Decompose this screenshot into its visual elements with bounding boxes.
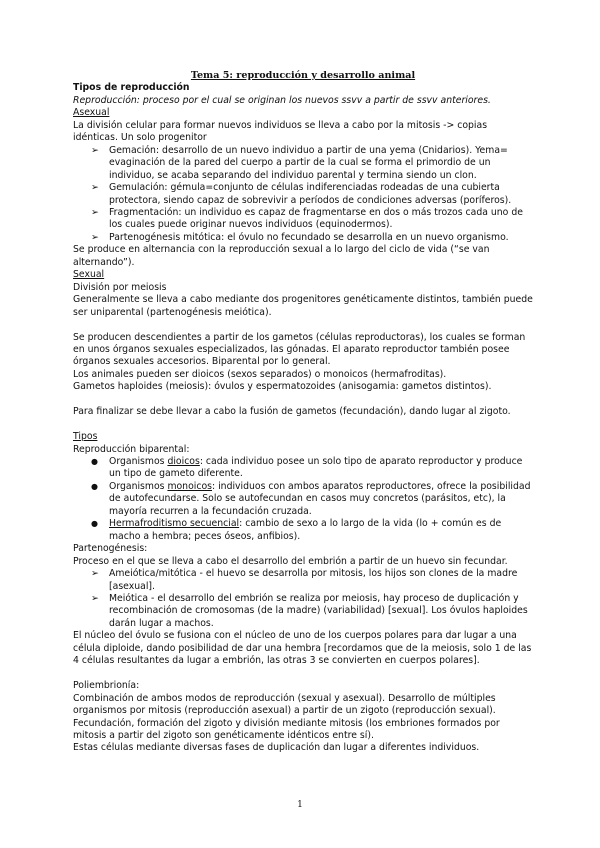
nucleo-paragraph: El núcleo del óvulo se fusiona con el núcleo de uno de los cuerpos polares para dar lugar a una célula diploide, dando posibilidad de dar una hembra [recordamos que de la meiosis, solo 1 de las 4 células resultantes da lugar a embrión, las otras 3 se convierten en cuerpos polares]. (73, 630, 532, 667)
list-item: ● Organismos dioicos: cada individuo posee un solo tipo de aparato reproductor y produce un tipo de gameto diferente. (91, 456, 523, 480)
list-item: ➢ Gemulación: gémula=conjunto de células indiferenciadas rodeadas de una cubierta protectora, siendo capaz de sobrevivir a períodos de condiciones adversas (poríferos). (91, 182, 512, 206)
sexual-paragraph-4: Gametos haploides (meiosis): óvulos y espermatozoides (anisogamia: gametos distintos). (73, 381, 492, 393)
sexual-paragraph-2: Se producen descendientes a partir de los gametos (células reproductoras), los cuales se forman en unos órganos sexuales especializados, las gónadas. El aparato reproductor también posee órganos sexuales accesorios. Biparental por lo general. (73, 331, 526, 368)
partenogenesis-label: Partenogénesis: (73, 543, 148, 555)
asexual-outro: Se produce en alternancia con la reproducción sexual a lo largo del ciclo de vida (“se van alternando”). (73, 244, 490, 268)
asexual-heading: Asexual (73, 107, 110, 119)
arrow-bullet-icon: ➢ (91, 592, 99, 604)
list-item: ➢ Ameiótica/mitótica - el huevo se desarrolla por mitosis, los hijos son clones de la madre [asexual]. (91, 568, 518, 592)
biparental-list (73, 456, 533, 543)
arrow-bullet-icon: ➢ (91, 182, 99, 194)
sexual-paragraph-3: Los animales pueden ser dioicos (sexos separados) o monoicos (hermafroditas). (73, 368, 447, 380)
definition-text: Reproducción: proceso por el cual se originan los nuevos ssvv a partir de ssvv anteriores. (73, 94, 491, 106)
asexual-intro: La división celular para formar nuevos individuos se lleva a cabo por la mitosis -> copias idénticas. Un solo progenitor (73, 119, 488, 144)
page-number: 1 (297, 800, 303, 810)
arrow-bullet-icon: ➢ (91, 144, 99, 156)
bullet-dot-icon: ● (91, 481, 98, 491)
list-item: ➢ Partenogénesis mitótica: el óvulo no fecundado se desarrolla en un nuevo organismo. (91, 231, 509, 243)
arrow-bullet-icon: ➢ (91, 231, 99, 243)
poliembrionia-heading: Poliembrionía: (73, 680, 140, 692)
poliembrionia-paragraph-3: Estas células mediante diversas fases de duplicación dan lugar a diferentes individuos. (73, 742, 480, 754)
list-item: ● Hermafroditismo secuencial: cambio de sexo a lo largo de la vida (lo + común es de macho a hembra; peces óseos, anfibios). (91, 518, 502, 542)
sexual-paragraph-1: Generalmente se lleva a cabo mediante dos progenitores genéticamente distintos, también puede ser uniparental (partenogénesis meiótica). (73, 294, 533, 318)
arrow-bullet-icon: ➢ (91, 568, 99, 580)
sexual-subheading: División por meiosis (73, 281, 167, 293)
poliembrionia-paragraph-2: Fecundación, formación del zigoto y división mediante mitosis (los embriones formados por mitosis a partir del zigoto son genéticamente idénticos entre sí). (73, 717, 500, 741)
sexual-paragraph-5: Para finalizar se debe llevar a cabo la fusión de gametos (fecundación), dando lugar al zigoto. (73, 406, 511, 418)
section-heading-tipos: Tipos de reproducción (73, 82, 190, 94)
biparental-label: Reproducción biparental: (73, 443, 190, 455)
list-item: ● Organismos monoicos: individuos con ambos aparatos reproductores, ofrece la posibilidad de autofecundarse. Solo se autofecundan en casos muy concretos (parásitos, etc), la mayoría recurren a la fecundación cruzada. (91, 480, 531, 517)
page-title: Tema 5: reproducción y desarrollo animal (190, 70, 416, 81)
bullet-dot-icon: ● (91, 457, 98, 466)
list-item: ➢ Fragmentación: un individuo es capaz de fragmentarse en dos o más trozos cada uno de los cuales puede originar nuevos individuos (equinodermos). (91, 206, 523, 231)
document-body (73, 70, 533, 755)
bullet-dot-icon: ● (91, 519, 98, 529)
asexual-list (73, 145, 533, 245)
partenogenesis-list (73, 568, 533, 630)
sexual-heading: Sexual (73, 269, 105, 281)
tipos-heading: Tipos (73, 431, 98, 443)
list-item: ➢ Gemación: desarrollo de un nuevo individuo a partir de una yema (Cnidarios). Yema= evaginación de la pared del cuerpo a partir de la cual se forma el primordio de un individuo, se acaba separando del individuo parental y termina siendo un clon. (91, 144, 508, 181)
poliembrionia-paragraph-1: Combinación de ambos modos de reproducción (sexual y asexual). Desarrollo de múltiples organismos por mitosis (reproducción asexual) a partir de un zigoto (reproducción sexual). (73, 692, 496, 717)
list-item: ➢ Meiótica - el desarrollo del embrión se realiza por meiosis, hay proceso de duplicación y recombinación de cromosomas (de la madre) (variabilidad) [sexual]. Los óvulos haploides darán lugar a machos. (91, 592, 528, 629)
arrow-bullet-icon: ➢ (91, 206, 99, 218)
partenogenesis-definition: Proceso en el que se lleva a cabo el desarrollo del embrión a partir de un huevo sin fecundar. (73, 555, 508, 567)
